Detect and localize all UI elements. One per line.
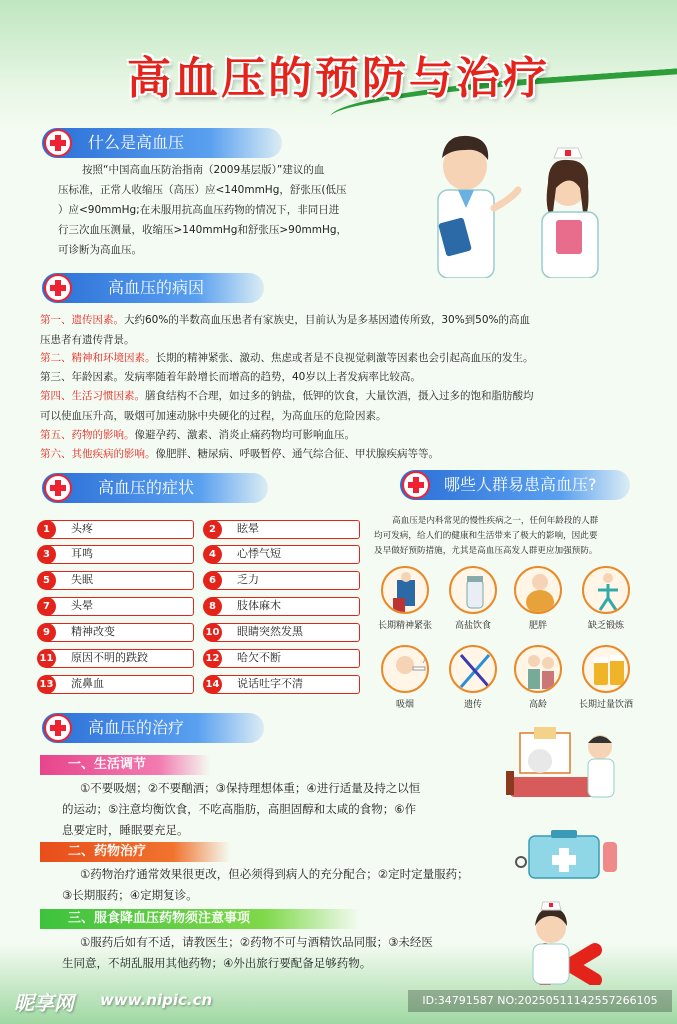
obesity-icon [514, 566, 562, 614]
medical-cross-icon [46, 716, 70, 740]
symptom-item: 7 头晕 [44, 597, 194, 616]
symptom-item: 2 眩晕 [210, 520, 360, 539]
symptom-item: 8 肢体麻木 [210, 597, 360, 616]
risk-group-label: 长期精神紧张 [377, 621, 432, 631]
doctor-nurse-illustration [420, 128, 620, 278]
nurse-stop-illustration [515, 900, 610, 985]
medical-cross-icon [404, 473, 428, 497]
symptom-item: 11 原因不明的跌跤 [44, 649, 194, 668]
cause-item: 第六、其他疾病的影响。像肥胖、糖尿病、呼吸暂停、通气综合征、甲状腺疾病等等。 [40, 448, 439, 460]
medication-text: ①药物治疗通常效果很更改，但必须得到病人的充分配合；②定时定量服药； ③长期服药；④定期复诊。 [62, 867, 469, 902]
cause-item: 第五、药物的影响。像避孕药、激素、消炎止痛药物均可影响血压。 [40, 429, 355, 441]
lack-of-exercise-icon [582, 566, 630, 614]
lifestyle-text: ①不要吸烟；②不要酗酒；③保持理想体重；④进行适量及持之以恒 的运动；⑤注意均衡饮食，不吃高脂肪，高胆固醇和太咸的食物；⑥作 息要定时，睡眠要充足。 [62, 781, 421, 837]
cause-item: 第三、年龄因素。发病率随着年龄增长而增高的趋势，40岁以上者发病率比较高。 [40, 371, 421, 383]
section-heading-label: 哪些人群易患高血压? [444, 475, 597, 494]
section-heading-symptoms [42, 473, 268, 503]
symptom-item: 13 流鼻血 [44, 675, 194, 694]
watermark-id-bar: ID:34791587 NO:20250511142557266105 [408, 990, 672, 1012]
medical-cross-icon [46, 476, 70, 500]
risk-group-label: 遗传 [463, 700, 482, 710]
doctor-patient-illustration [500, 725, 635, 810]
definition-line: 按照“中国高血压防治指南（2009基层版）”建议的血 [82, 164, 325, 176]
watermark-url[interactable]: www.nipic.cn [100, 991, 213, 1009]
section-heading-label: 高血压的症状 [98, 478, 195, 497]
symptom-item: 3 耳鸣 [44, 545, 194, 564]
treatment-sub-medication: 二、药物治疗 [40, 842, 230, 862]
definition-line: ）应<90mmHg;在未服用抗高血压药物的情况下，非同日进 [58, 204, 340, 216]
stress-icon [381, 566, 429, 614]
heredity-dna-icon [449, 645, 497, 693]
risk-group-label: 高盐饮食 [454, 621, 491, 631]
cause-item: 第四、生活习惯因素。膳食结构不合理，如过多的钠盐，低钾的饮食，大量饮酒，摄入过多的饱和脂肪酸均 可以使血压升高，吸烟可加速动脉中央硬化的过程，为高血压的危险因素。 [40, 390, 534, 422]
cause-item: 第一、遗传因素。大约60%的半数高血压患者有家族史，目前认为是多基因遗传所致，30%到50%的高血 压患者有遗传背景。 [40, 314, 531, 346]
symptom-item: 4 心悸气短 [210, 545, 360, 564]
section-heading-treatment [42, 713, 264, 743]
watermark-logo: 昵享网 [14, 991, 74, 1015]
section-heading-risk-groups [400, 470, 630, 500]
symptom-item: 6 乏力 [210, 571, 360, 590]
symptom-item: 14 说话吐字不清 [210, 675, 360, 694]
section-heading-causes [42, 273, 264, 303]
risk-group-label: 肥胖 [528, 621, 547, 631]
medical-cross-icon [46, 276, 70, 300]
treatment-sub-precautions: 三、服食降血压药物须注意事项 [40, 909, 360, 929]
section-heading-label: 高血压的病因 [108, 278, 205, 297]
definition-line: 可诊断为高血压。 [58, 244, 142, 256]
risk-group-label: 吸烟 [395, 700, 414, 710]
elderly-icon [514, 645, 562, 693]
section-heading-label: 什么是高血压 [88, 133, 185, 152]
symptom-item: 1 头疼 [44, 520, 194, 539]
page-title: 高血压的预防与治疗 [127, 53, 550, 104]
definition-line: 压标准，正常人收缩压（高压）应<140mmHg，舒张压(低压 [58, 184, 347, 196]
symptom-item: 10 眼睛突然发黑 [210, 623, 360, 642]
section-heading-what-is [42, 128, 282, 158]
symptom-item: 9 精神改变 [44, 623, 194, 642]
medical-cross-icon [46, 131, 70, 155]
smoking-icon [381, 645, 429, 693]
cause-item: 第二、精神和环境因素。长期的精神紧张、激动、焦虑或者是不良视觉刺激等因素也会引起高血压的发生。 [40, 352, 534, 364]
symptom-item: 12 哈欠不断 [210, 649, 360, 668]
alcohol-icon [582, 645, 630, 693]
definition-paragraph [58, 160, 418, 260]
risk-group-label: 高龄 [528, 700, 547, 710]
risk-group-label: 长期过量饮酒 [578, 700, 633, 710]
risk-group-label: 缺乏锻炼 [587, 621, 624, 631]
salt-icon [449, 566, 497, 614]
risk-groups-intro: 高血压是内科常见的慢性疾病之一，任何年龄段的人群 均可发病，给人们的健康和生活带来了极大的影响，因此要 及早做好预防措施，尤其是高血压高发人群更应加强预防。 [374, 516, 599, 556]
section-heading-label: 高血压的治疗 [88, 718, 185, 737]
medical-kit-icon [515, 822, 625, 882]
symptom-item: 5 失眠 [44, 571, 194, 590]
definition-line: 行三次血压测量，收缩压>140mmHg和舒张压>90mmHg， [58, 224, 348, 236]
precautions-text: ①服药后如有不适，请教医生；②药物不可与酒精饮品同服；③未经医 生同意，不胡乱服用其他药物；④外出旅行要配备足够药物。 [62, 935, 433, 970]
treatment-sub-lifestyle: 一、生活调节 [40, 755, 210, 775]
